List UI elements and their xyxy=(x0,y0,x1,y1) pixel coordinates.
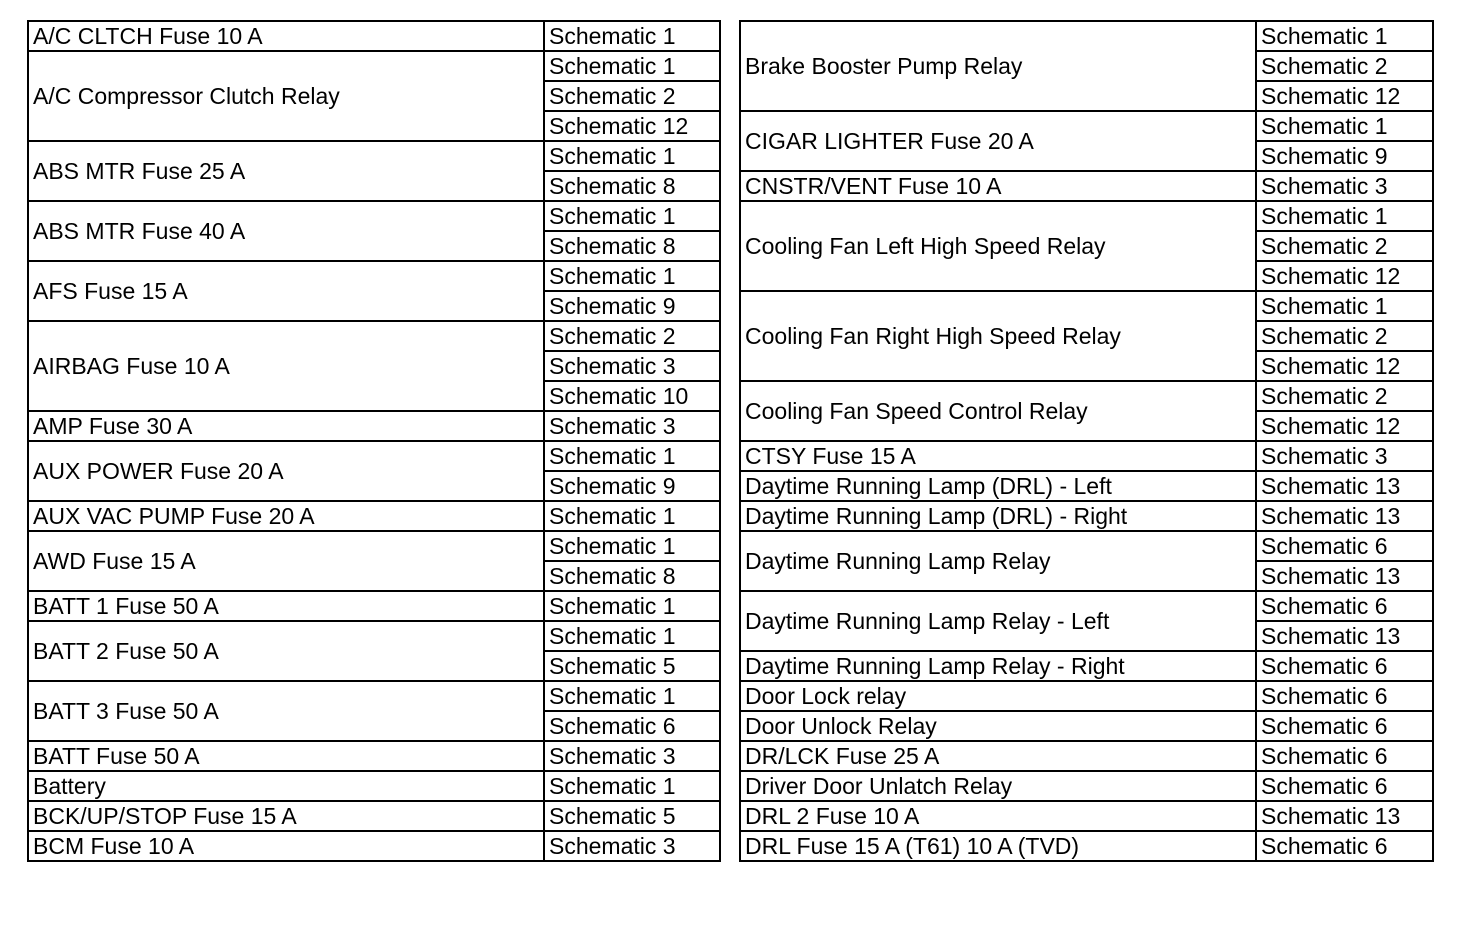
component-name: Daytime Running Lamp Relay xyxy=(740,531,1256,591)
schematic-reference: Schematic 1 xyxy=(1256,21,1433,51)
schematic-reference: Schematic 9 xyxy=(544,471,720,501)
component-name: Cooling Fan Speed Control Relay xyxy=(740,381,1256,441)
component-name: BATT 2 Fuse 50 A xyxy=(28,621,544,681)
schematic-reference: Schematic 1 xyxy=(544,201,720,231)
table-row xyxy=(740,21,1433,51)
schematic-reference: Schematic 3 xyxy=(1256,441,1433,471)
schematic-reference: Schematic 13 xyxy=(1256,621,1433,651)
schematic-reference: Schematic 6 xyxy=(1256,831,1433,861)
schematic-reference: Schematic 12 xyxy=(544,111,720,141)
table-row xyxy=(740,681,1433,711)
component-name: BATT 3 Fuse 50 A xyxy=(28,681,544,741)
schematic-reference: Schematic 1 xyxy=(544,501,720,531)
table-row xyxy=(740,381,1433,411)
table-row xyxy=(28,531,720,561)
schematic-reference: Schematic 1 xyxy=(544,261,720,291)
table-row xyxy=(28,681,720,711)
component-name: Daytime Running Lamp Relay - Right xyxy=(740,651,1256,681)
schematic-reference: Schematic 1 xyxy=(544,681,720,711)
schematic-reference: Schematic 1 xyxy=(544,51,720,81)
table-row xyxy=(28,201,720,231)
table-row xyxy=(28,771,720,801)
table-row xyxy=(28,591,720,621)
table-row xyxy=(740,111,1433,141)
table-row xyxy=(28,501,720,531)
schematic-reference: Schematic 13 xyxy=(1256,501,1433,531)
table-row xyxy=(740,651,1433,681)
component-name: Daytime Running Lamp (DRL) - Right xyxy=(740,501,1256,531)
table-row xyxy=(28,801,720,831)
schematic-reference: Schematic 6 xyxy=(1256,681,1433,711)
table-row xyxy=(740,711,1433,741)
component-name: Cooling Fan Left High Speed Relay xyxy=(740,201,1256,291)
table-row xyxy=(28,621,720,651)
table-row xyxy=(740,771,1433,801)
schematic-reference: Schematic 6 xyxy=(1256,771,1433,801)
table-row xyxy=(740,831,1433,861)
schematic-reference: Schematic 3 xyxy=(544,831,720,861)
schematic-reference: Schematic 9 xyxy=(1256,141,1433,171)
component-name: AUX VAC PUMP Fuse 20 A xyxy=(28,501,544,531)
component-name: BATT 1 Fuse 50 A xyxy=(28,591,544,621)
schematic-reference: Schematic 3 xyxy=(1256,171,1433,201)
component-name: BATT Fuse 50 A xyxy=(28,741,544,771)
table-row xyxy=(28,261,720,291)
schematic-reference: Schematic 3 xyxy=(544,741,720,771)
schematic-reference: Schematic 1 xyxy=(544,21,720,51)
component-name: Battery xyxy=(28,771,544,801)
schematic-reference: Schematic 1 xyxy=(1256,201,1433,231)
component-name: Cooling Fan Right High Speed Relay xyxy=(740,291,1256,381)
schematic-reference: Schematic 8 xyxy=(544,561,720,591)
table-row xyxy=(28,741,720,771)
table-row xyxy=(28,21,720,51)
right-index-table xyxy=(739,20,1434,862)
table-row xyxy=(28,321,720,351)
schematic-reference: Schematic 1 xyxy=(544,591,720,621)
schematic-reference: Schematic 1 xyxy=(544,441,720,471)
table-row xyxy=(740,801,1433,831)
schematic-reference: Schematic 6 xyxy=(544,711,720,741)
schematic-reference: Schematic 2 xyxy=(1256,381,1433,411)
component-name: ABS MTR Fuse 25 A xyxy=(28,141,544,201)
component-name: ABS MTR Fuse 40 A xyxy=(28,201,544,261)
table-row xyxy=(740,201,1433,231)
table-row xyxy=(28,411,720,441)
schematic-reference: Schematic 3 xyxy=(544,351,720,381)
schematic-reference: Schematic 12 xyxy=(1256,261,1433,291)
table-row xyxy=(740,741,1433,771)
schematic-reference: Schematic 12 xyxy=(1256,411,1433,441)
component-name: AUX POWER Fuse 20 A xyxy=(28,441,544,501)
table-row xyxy=(740,441,1433,471)
schematic-reference: Schematic 8 xyxy=(544,171,720,201)
component-name: Door Lock relay xyxy=(740,681,1256,711)
table-row xyxy=(28,141,720,171)
schematic-reference: Schematic 5 xyxy=(544,801,720,831)
component-name: AWD Fuse 15 A xyxy=(28,531,544,591)
component-name: Brake Booster Pump Relay xyxy=(740,21,1256,111)
schematic-reference: Schematic 1 xyxy=(544,621,720,651)
schematic-reference: Schematic 5 xyxy=(544,651,720,681)
table-row xyxy=(740,471,1433,501)
component-name: AFS Fuse 15 A xyxy=(28,261,544,321)
table-row xyxy=(28,441,720,471)
component-name: DRL Fuse 15 A (T61) 10 A (TVD) xyxy=(740,831,1256,861)
component-name: CNSTR/VENT Fuse 10 A xyxy=(740,171,1256,201)
table-row xyxy=(740,531,1433,561)
component-name: Door Unlock Relay xyxy=(740,711,1256,741)
schematic-reference: Schematic 1 xyxy=(544,531,720,561)
component-name: AMP Fuse 30 A xyxy=(28,411,544,441)
schematic-reference: Schematic 2 xyxy=(544,321,720,351)
schematic-reference: Schematic 2 xyxy=(1256,321,1433,351)
schematic-reference: Schematic 6 xyxy=(1256,591,1433,621)
schematic-reference: Schematic 6 xyxy=(1256,651,1433,681)
schematic-reference: Schematic 10 xyxy=(544,381,720,411)
schematic-reference: Schematic 12 xyxy=(1256,351,1433,381)
schematic-reference: Schematic 8 xyxy=(544,231,720,261)
schematic-reference: Schematic 12 xyxy=(1256,81,1433,111)
component-name: BCM Fuse 10 A xyxy=(28,831,544,861)
schematic-reference: Schematic 13 xyxy=(1256,561,1433,591)
component-name: A/C CLTCH Fuse 10 A xyxy=(28,21,544,51)
component-name: BCK/UP/STOP Fuse 15 A xyxy=(28,801,544,831)
component-name: AIRBAG Fuse 10 A xyxy=(28,321,544,411)
table-row xyxy=(740,501,1433,531)
schematic-reference: Schematic 1 xyxy=(544,141,720,171)
schematic-reference: Schematic 6 xyxy=(1256,531,1433,561)
schematic-reference: Schematic 3 xyxy=(544,411,720,441)
schematic-reference: Schematic 1 xyxy=(544,771,720,801)
schematic-reference: Schematic 2 xyxy=(544,81,720,111)
schematic-reference: Schematic 1 xyxy=(1256,111,1433,141)
table-row xyxy=(28,51,720,81)
schematic-reference: Schematic 1 xyxy=(1256,291,1433,321)
component-name: Driver Door Unlatch Relay xyxy=(740,771,1256,801)
component-name: CTSY Fuse 15 A xyxy=(740,441,1256,471)
schematic-reference: Schematic 9 xyxy=(544,291,720,321)
component-name: DR/LCK Fuse 25 A xyxy=(740,741,1256,771)
schematic-reference: Schematic 6 xyxy=(1256,741,1433,771)
left-index-table xyxy=(27,20,721,862)
schematic-reference: Schematic 13 xyxy=(1256,471,1433,501)
schematic-reference: Schematic 2 xyxy=(1256,231,1433,261)
schematic-reference: Schematic 2 xyxy=(1256,51,1433,81)
component-name: DRL 2 Fuse 10 A xyxy=(740,801,1256,831)
table-row xyxy=(28,831,720,861)
component-name: CIGAR LIGHTER Fuse 20 A xyxy=(740,111,1256,171)
table-row xyxy=(740,171,1433,201)
component-name: Daytime Running Lamp Relay - Left xyxy=(740,591,1256,651)
table-row xyxy=(740,291,1433,321)
table-row xyxy=(740,591,1433,621)
schematic-reference: Schematic 6 xyxy=(1256,711,1433,741)
component-name: A/C Compressor Clutch Relay xyxy=(28,51,544,141)
component-name: Daytime Running Lamp (DRL) - Left xyxy=(740,471,1256,501)
schematic-reference: Schematic 13 xyxy=(1256,801,1433,831)
